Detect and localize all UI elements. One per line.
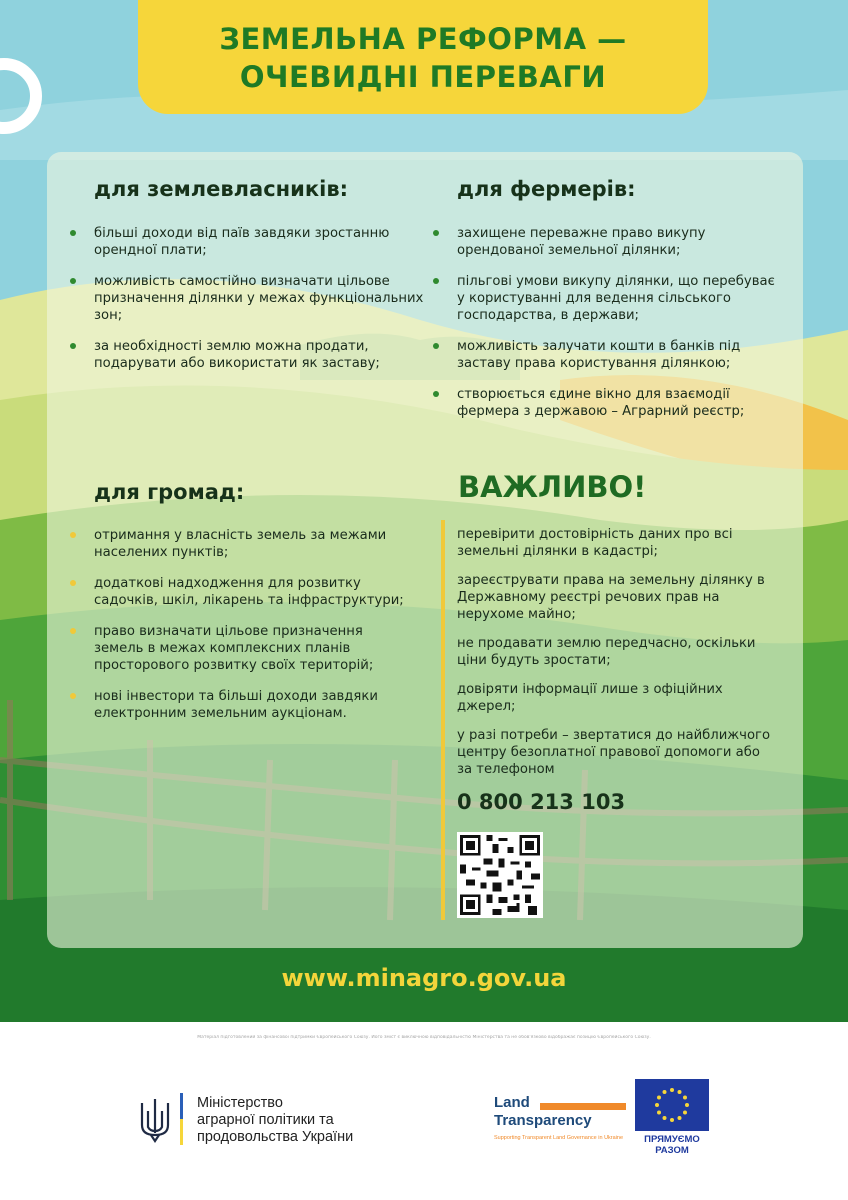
list-item [94, 575, 414, 609]
list-item [94, 688, 414, 722]
eu-star [685, 1103, 689, 1107]
ministry-line-3: продовольства України [197, 1129, 354, 1145]
list-item-text: пільгові умови викупу ділянки, що перебуває у користуванні для ведення сільського господарства, в держави; [457, 274, 775, 323]
list-item-text: довіряти інформації лише з офіційних джерел; [457, 682, 723, 714]
eu-slogan [631, 1134, 713, 1156]
list-item-text: право визначати цільове призначення земель в межах комплексних планів просторового розвитку своїх територій; [94, 624, 374, 673]
list-item [94, 273, 424, 324]
eu-star [657, 1111, 661, 1115]
list-item-text: перевірити достовірність даних про всі земельні ділянки в кадастрі; [457, 527, 733, 559]
qr-code-icon[interactable] [457, 832, 543, 918]
eu-flag-icon [635, 1079, 709, 1131]
list-item-text: нові інвестори та більші доходи завдяки електронним земельним аукціонам. [94, 689, 378, 721]
bullet-icon [433, 278, 439, 284]
land-transparency-bar [540, 1103, 626, 1110]
list-item [457, 635, 777, 669]
eu-star [670, 1118, 674, 1122]
bullet-icon [433, 391, 439, 397]
eu-star [655, 1103, 659, 1107]
list-item [457, 681, 777, 715]
eu-slogan-line-1: ПРЯМУЄМО [644, 1134, 700, 1145]
list-item-text: захищене переважне право викупу орендованої земельної ділянки; [457, 226, 706, 258]
eu-star [657, 1096, 661, 1100]
disclaimer: Матеріал підготовлений за фінансової підтримки Європейського Союзу. Його зміст є виключною відповідальністю Міністерства та не обов'язково відображає позицію Європейського Союзу. [197, 1035, 651, 1040]
bullet-icon [70, 693, 76, 699]
list-item [94, 338, 424, 372]
trident-icon [138, 1097, 172, 1143]
bullet-icon [70, 628, 76, 634]
eu-star [670, 1088, 674, 1092]
list-item-text: за необхідності землю можна продати, подарувати або використати як заставу; [94, 339, 380, 371]
list-item-text: створюється єдине вікно для взаємодії фермера з державою – Аграрний реєстр; [457, 387, 745, 419]
bullet-icon [70, 278, 76, 284]
website-link[interactable]: www.minagro.gov.ua [281, 964, 567, 992]
important-heading: ВАЖЛИВО! [458, 470, 647, 504]
list-item-text: отримання у власність земель за межами населених пунктів; [94, 528, 387, 560]
bullet-icon [433, 230, 439, 236]
communities-heading: для громад: [94, 480, 245, 504]
title-line-1: ЗЕМЕЛЬНА РЕФОРМА — [219, 22, 627, 56]
eu-star [683, 1096, 687, 1100]
list-item [457, 273, 775, 324]
list-item [94, 225, 424, 259]
list-item-text: не продавати землю передчасно, оскільки ціни будуть зростати; [457, 636, 756, 668]
list-item [457, 727, 777, 778]
land-transparency-tagline: Supporting Transparent Land Governance in Ukraine [494, 1135, 624, 1141]
list-item [94, 623, 414, 674]
eu-slogan-line-2: РАЗОМ [655, 1145, 689, 1156]
eu-star [678, 1116, 682, 1120]
important-list [457, 526, 777, 790]
eu-star [663, 1116, 667, 1120]
list-item [457, 526, 777, 560]
bullet-icon [433, 343, 439, 349]
eu-star [678, 1090, 682, 1094]
land-transparency-title-2: Transparency [494, 1112, 592, 1129]
list-item-text: у разі потреби – звертатися до найближчого центру безоплатної правової допомоги або за телефоном [457, 728, 771, 777]
list-item [457, 386, 775, 420]
land-transparency-title-1: Land [494, 1094, 530, 1111]
list-item-text: більші доходи від паїв завдяки зростанню орендної плати; [94, 226, 390, 258]
landowners-list [94, 225, 424, 386]
title-line-2: ОЧЕВИДНІ ПЕРЕВАГИ [239, 60, 607, 94]
hotline-phone[interactable]: 0 800 213 103 [457, 790, 626, 814]
list-item-text: додаткові надходження для розвитку садочків, шкіл, лікарень та інфраструктури; [94, 576, 404, 608]
ministry-line-2: аграрної політики та [197, 1112, 334, 1128]
important-accent-bar [441, 520, 445, 920]
list-item-text: можливість самостійно визначати цільове призначення ділянки у межах функціональних зон; [94, 274, 424, 323]
ministry-line-1: Міністерство [197, 1095, 283, 1111]
ministry-name [197, 1095, 353, 1146]
list-item [457, 225, 775, 259]
list-item-text: зареєструвати права на земельну ділянку в Державному реєстрі речових прав на нерухоме майно; [457, 573, 765, 622]
eu-star [663, 1090, 667, 1094]
farmers-list [457, 225, 775, 434]
list-item [457, 338, 775, 372]
communities-list [94, 527, 414, 736]
list-item [94, 527, 414, 561]
bullet-icon [70, 532, 76, 538]
landowners-heading: для землевласників: [94, 177, 349, 201]
list-item-text: можливість залучати кошти в банків під заставу права користування ділянкою; [457, 339, 741, 371]
bullet-icon [70, 343, 76, 349]
ua-flag-stripe [180, 1093, 183, 1145]
bullet-icon [70, 230, 76, 236]
title-banner [138, 0, 708, 114]
list-item [457, 572, 777, 623]
eu-star [683, 1111, 687, 1115]
farmers-heading: для фермерів: [457, 177, 636, 201]
bullet-icon [70, 580, 76, 586]
